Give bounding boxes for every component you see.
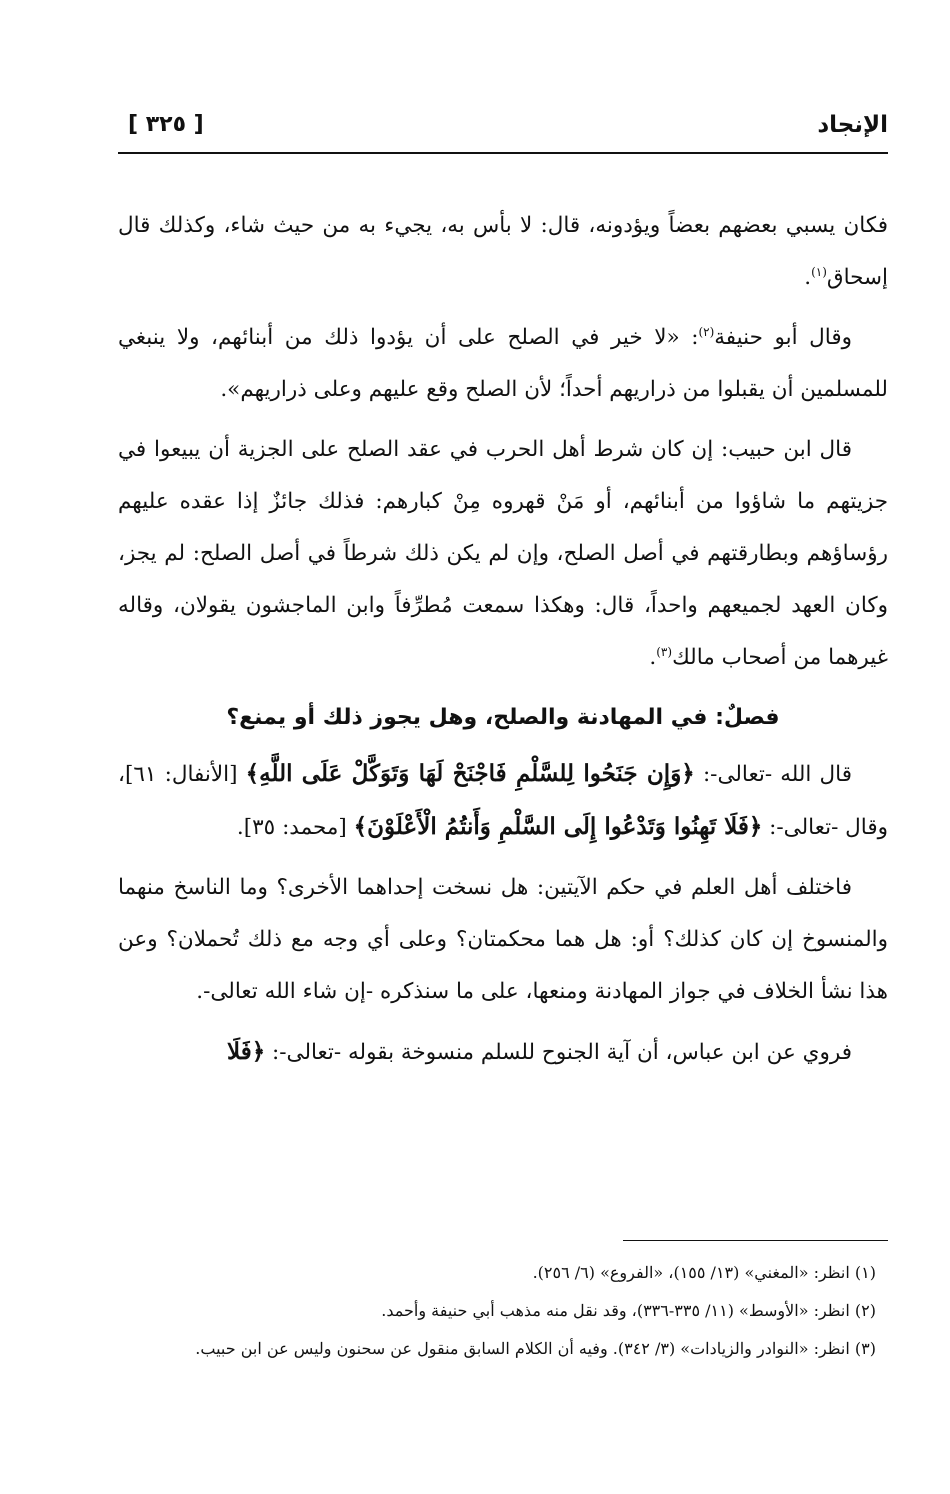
footnotes (118, 1254, 888, 1368)
footnote-2: (٢) انظر: «الأوسط» (١١/ ٣٣٥-٣٣٦)، وقد نقل منه مذهب أبي حنيفة وأحمد. (381, 1301, 876, 1320)
verse-reference: [محمد: ٣٥]. (236, 815, 354, 840)
main-text (118, 200, 888, 1079)
paragraph-text: قال ابن حبيب: إن كان شرط أهل الحرب في عقد الصلح على الجزية أن يبيعوا في جزيتهم ما شاؤوا من أبنائهم، أو مَنْ قهروه مِنْ كبارهم: فذلك جائزٌ إذا عقده عليهم رؤساؤهم وبطارقتهم في أصل الصلح، وإن لم يكن ذلك شرطاً في أصل الصلح: لم يجز، وكان العهد لجميعهم واحداً، قال: وهكذا سمعت مُطرِّفاً وابن الماجشون يقولان، وقاله غيرهما من أصحاب مالك (118, 437, 888, 670)
paragraph-end: . (804, 265, 812, 290)
footnote-3: (٣) انظر: «النوادر والزيادات» (٣/ ٣٤٢). وفيه أن الكلام السابق منقول عن سحنون وليس عن ابن حبيب. (195, 1339, 876, 1358)
paragraph-3 (118, 424, 888, 684)
paragraph-text: وقال أبو حنيفة (714, 325, 852, 350)
paragraph-2 (118, 312, 888, 416)
page-header (118, 104, 888, 154)
paragraph-6 (118, 1026, 888, 1079)
book-page (118, 104, 888, 1464)
paragraph-end: : «لا خير في الصلح على أن يؤدوا ذلك من أبنائهم، ولا ينبغي للمسلمين أن يقبلوا من ذراريهم أحداً؛ لأن الصلح وقع عليهم وعلى ذراريهم». (118, 325, 888, 402)
footnote-1: (١) انظر: «المغني» (١٣/ ١٥٥)، «الفروع» (٦/ ٢٥٦). (532, 1263, 876, 1282)
footnote-marker: (١) (811, 264, 827, 279)
running-title: الإنجاد (817, 112, 888, 138)
quran-verse-start: ﴿فَلَا (226, 1038, 266, 1065)
quran-intro: قال الله -تعالى-: (694, 762, 853, 787)
quran-verse-anfal: ﴿وَإِن جَنَحُوا لِلسَّلْمِ فَاجْنَحْ لَهَا وَتَوَكَّلْ عَلَى اللَّهِ﴾ (245, 760, 695, 787)
quran-verse-muhammad: ﴿فَلَا تَهِنُوا وَتَدْعُوا إِلَى السَّلْمِ وَأَنتُمُ الْأَعْلَوْنَ﴾ (353, 813, 763, 840)
footnote-marker: (٣) (656, 644, 673, 659)
footnote-separator (623, 1240, 888, 1241)
quran-paragraph (118, 748, 888, 854)
paragraph-5: فاختلف أهل العلم في حكم الآيتين: هل نسخت إحداهما الأخرى؟ وما الناسخ منهما والمنسوخ إن كان كذلك؟ أو: هل هما محكمتان؟ وعلى أي وجه مع ذلك تُحملان؟ وعن هذا نشأ الخلاف في جواز المهادنة ومنعها، على ما سنذكره -إن شاء الله تعالى-. (118, 875, 888, 1004)
verse-reference: [الأنفال: ٦١]، وقال -تعالى-: (118, 762, 888, 840)
paragraph-text: فكان يسبي بعضهم بعضاً ويؤدونه، قال: لا بأس به، يجيء به من حيث شاء، وكذلك قال إسحاق (118, 213, 888, 290)
paragraph-1 (118, 200, 888, 304)
section-heading: فصلٌ: في المهادنة والصلح، وهل يجوز ذلك أو يمنع؟ (226, 705, 780, 730)
paragraph-end: . (649, 645, 657, 670)
footnote-marker: (٢) (698, 324, 715, 339)
paragraph-text: فروي عن ابن عباس، أن آية الجنوح للسلم منسوخة بقوله -تعالى-: (265, 1040, 852, 1065)
page-number: [ ٣٢٥ ] (128, 112, 204, 137)
